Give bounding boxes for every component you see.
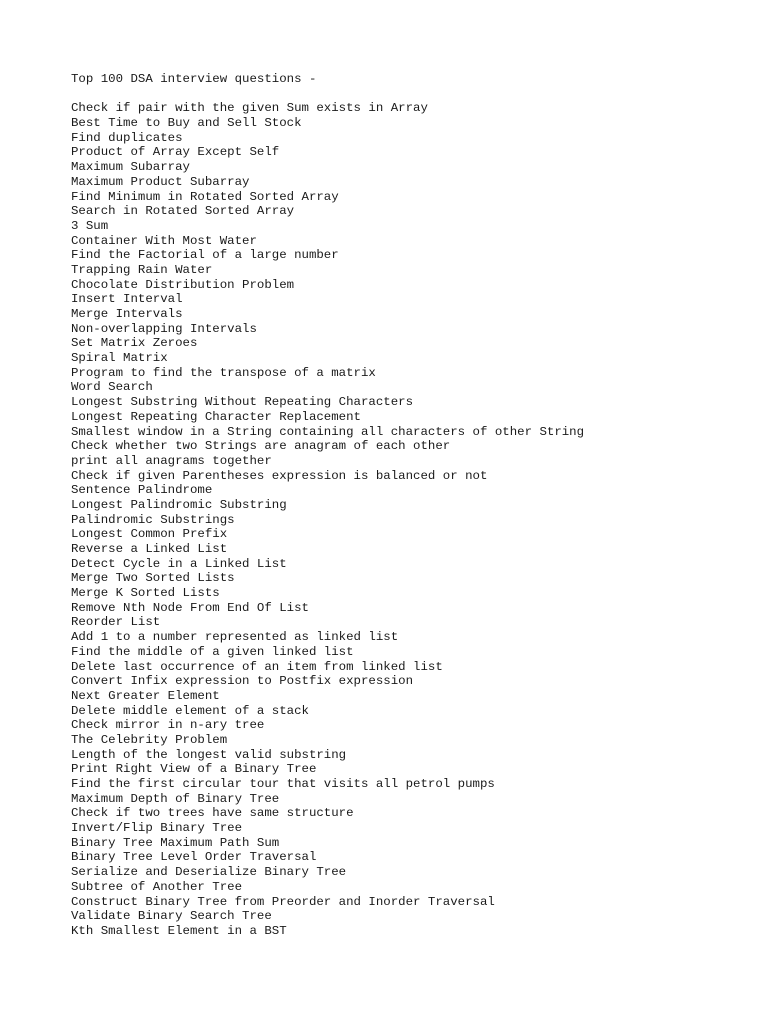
question-item: Longest Palindromic Substring (71, 497, 287, 512)
question-item: Reorder List (71, 615, 161, 630)
question-item: Find the Factorial of a large number (71, 248, 339, 263)
question-list (71, 101, 751, 938)
question-item: Smallest window in a String containing all characters of other String (71, 424, 585, 439)
question-item: Longest Substring Without Repeating Characters (71, 395, 414, 410)
question-item: Trapping Rain Water (71, 262, 213, 277)
question-item: Reverse a Linked List (71, 542, 228, 556)
document-page (71, 72, 751, 939)
question-item: Maximum Product Subarray (71, 174, 250, 189)
question-item: Container With Most Water (71, 233, 257, 248)
question-item: Next Greater Element (71, 688, 220, 703)
question-item: Subtree of Another Tree (71, 879, 243, 894)
question-item: Validate Binary Search Tree (71, 909, 272, 924)
question-item: Word Search (71, 380, 153, 395)
question-item: Chocolate Distribution Problem (71, 277, 295, 292)
question-item: Longest Repeating Character Replacement (71, 409, 361, 424)
question-item: Merge K Sorted Lists (71, 586, 220, 601)
question-item: Product of Array Except Self (71, 145, 280, 160)
question-item: The Celebrity Problem (71, 732, 228, 747)
document-title: Top 100 DSA interview questions - (71, 72, 317, 86)
question-item: Length of the longest valid substring (71, 747, 347, 762)
question-item: Print Right View of a Binary Tree (71, 762, 317, 777)
question-item: print all anagrams together (71, 453, 272, 468)
question-item: Spiral Matrix (71, 351, 168, 366)
question-item: 3 Sum (71, 218, 109, 233)
question-item: Maximum Depth of Binary Tree (71, 791, 280, 806)
question-item: Palindromic Substrings (71, 512, 235, 527)
question-item: Sentence Palindrome (71, 483, 213, 498)
question-item: Maximum Subarray (71, 160, 190, 175)
question-item: Binary Tree Level Order Traversal (71, 850, 317, 865)
question-item: Detect Cycle in a Linked List (71, 556, 287, 571)
question-item: Check if given Parentheses expression is balanced or not (71, 468, 488, 483)
question-item: Search in Rotated Sorted Array (71, 204, 295, 219)
question-item: Merge Two Sorted Lists (71, 571, 235, 586)
question-item: Longest Common Prefix (71, 527, 228, 542)
question-item: Merge Intervals (71, 307, 183, 321)
question-item: Find the middle of a given linked list (71, 644, 354, 659)
question-item: Binary Tree Maximum Path Sum (71, 835, 280, 850)
question-item: Add 1 to a number represented as linked list (71, 630, 399, 645)
question-item: Non-overlapping Intervals (71, 321, 257, 336)
question-item: Convert Infix expression to Postfix expression (71, 674, 414, 689)
question-item: Insert Interval (71, 292, 183, 307)
question-item: Construct Binary Tree from Preorder and Inorder Traversal (71, 894, 495, 909)
question-item: Serialize and Deserialize Binary Tree (71, 865, 347, 880)
question-item: Program to find the transpose of a matrix (71, 365, 376, 380)
question-item: Check if pair with the given Sum exists in Array (71, 101, 428, 116)
question-item: Set Matrix Zeroes (71, 336, 198, 351)
question-item: Remove Nth Node From End Of List (71, 600, 309, 615)
question-item: Check whether two Strings are anagram of each other (71, 439, 451, 454)
question-item: Delete last occurrence of an item from linked list (71, 659, 443, 674)
question-item: Best Time to Buy and Sell Stock (71, 116, 302, 131)
question-item: Kth Smallest Element in a BST (71, 923, 287, 938)
question-item: Invert/Flip Binary Tree (71, 821, 243, 836)
question-item: Find duplicates (71, 130, 183, 145)
question-item: Find Minimum in Rotated Sorted Array (71, 189, 339, 204)
question-item: Check mirror in n-ary tree (71, 718, 265, 733)
question-item: Check if two trees have same structure (71, 806, 354, 821)
question-item: Find the first circular tour that visits all petrol pumps (71, 777, 495, 791)
question-item: Delete middle element of a stack (71, 703, 309, 718)
blank-line (71, 87, 751, 102)
